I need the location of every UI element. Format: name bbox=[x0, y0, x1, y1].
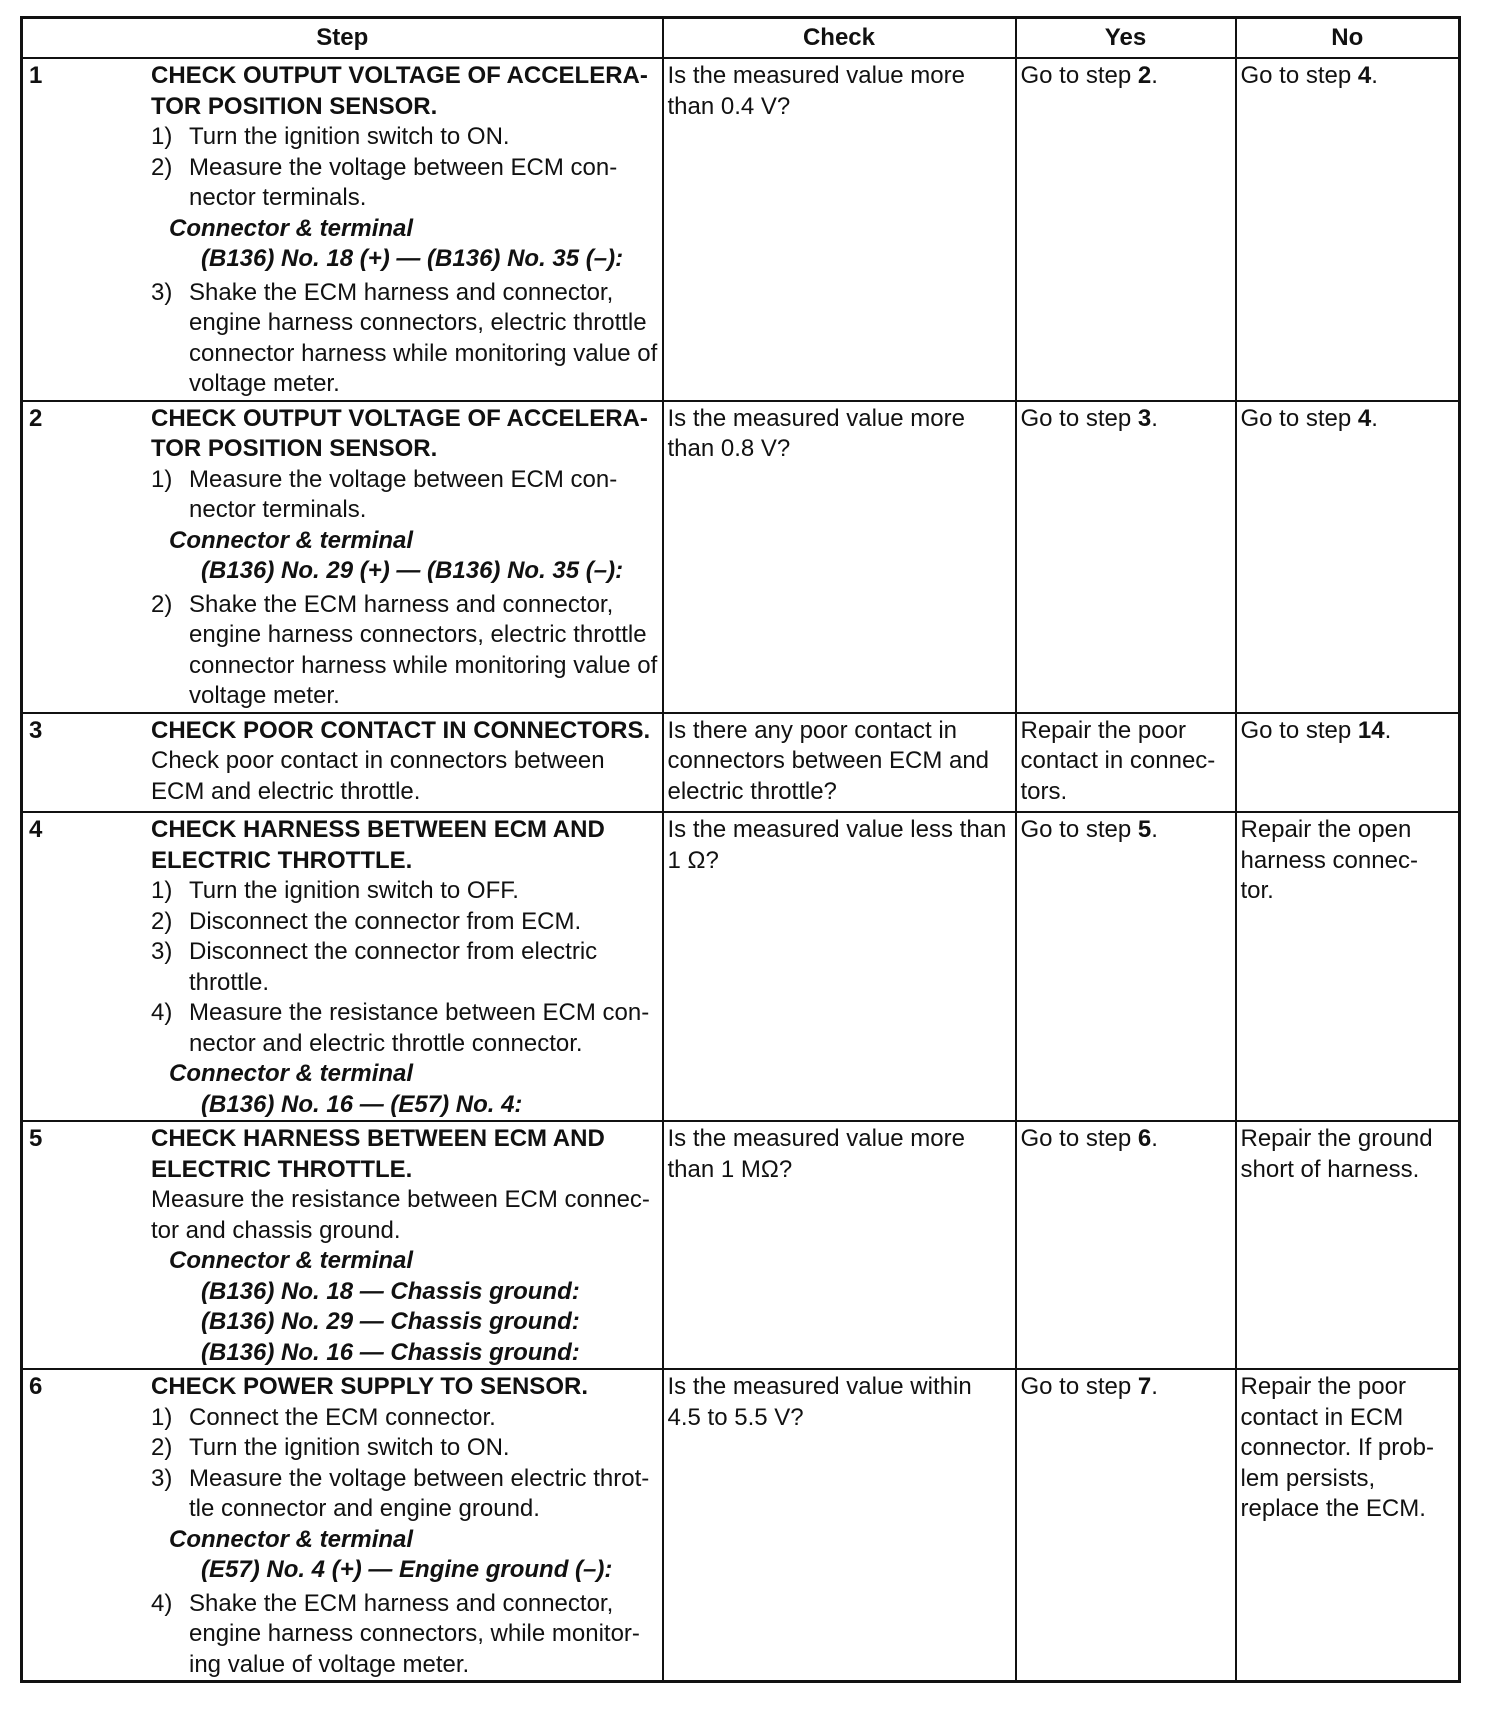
step-body bbox=[151, 813, 662, 1120]
diagnostic-table bbox=[20, 16, 1461, 1683]
step-body bbox=[151, 1370, 662, 1680]
no-cell: Go to step 4. bbox=[1236, 58, 1460, 401]
check-cell: Is the measured value more than 0.8 V? bbox=[663, 401, 1016, 713]
yes-cell: Go to step 2. bbox=[1016, 58, 1236, 401]
procedure-text: Shake the ECM harness and connector, engine harness connectors, electric throttle connector harness while monitoring value of voltage meter. bbox=[189, 590, 658, 709]
goto-step-number: 5 bbox=[1137, 816, 1152, 843]
procedure-item bbox=[151, 876, 658, 907]
step-number: 1 bbox=[29, 62, 43, 89]
step-number: 5 bbox=[29, 1125, 43, 1152]
step-title: CHECK POOR CONTACT IN CONNECTORS. bbox=[151, 716, 651, 744]
yes-cell: Go to step 6. bbox=[1016, 1121, 1236, 1369]
procedure-number: 2) bbox=[151, 153, 173, 181]
procedure-text: Shake the ECM harness and connector, engine harness connectors, while monitor- ing value of voltage meter. bbox=[189, 1589, 640, 1678]
no-cell bbox=[1236, 1369, 1460, 1682]
yes-cell: Go to step 5. bbox=[1016, 812, 1236, 1121]
procedure-text: Measure the voltage between ECM con- nector terminals. bbox=[189, 465, 618, 523]
connector-label: Connector & terminal bbox=[169, 1060, 414, 1087]
step-title: CHECK OUTPUT VOLTAGE OF ACCELERA- TOR POSITION SENSOR. bbox=[151, 404, 648, 462]
no-action-text: Repair the open harness connec- tor. bbox=[1240, 816, 1418, 904]
goto-step-number: 4 bbox=[1357, 62, 1372, 89]
goto-prefix: Go to step bbox=[1020, 404, 1138, 432]
goto-step-number: 4 bbox=[1357, 404, 1372, 432]
procedure-item bbox=[151, 1403, 658, 1434]
step-title: CHECK HARNESS BETWEEN ECM AND ELECTRIC THROTTLE. bbox=[151, 816, 605, 874]
goto-prefix: Go to step bbox=[1020, 62, 1138, 89]
check-cell: Is the measured value more than 0.4 V? bbox=[663, 58, 1016, 401]
check-cell: Is the measured value less than 1 Ω? bbox=[663, 812, 1016, 1121]
no-cell: Go to step 14. bbox=[1236, 713, 1460, 813]
procedure-text: Measure the voltage between electric throt- tle connector and engine ground. bbox=[189, 1464, 650, 1522]
goto-step-number: 6 bbox=[1137, 1125, 1152, 1152]
table-row bbox=[22, 1369, 1460, 1682]
procedure-text: Measure the resistance between ECM con- nector and electric throttle connector. bbox=[189, 999, 650, 1057]
procedure-number: 4) bbox=[151, 1589, 173, 1617]
connector-label: Connector & terminal bbox=[169, 214, 414, 242]
goto-prefix: Go to step bbox=[1020, 1373, 1138, 1400]
goto-step-number: 3 bbox=[1137, 404, 1152, 432]
step-cell bbox=[22, 58, 663, 401]
step-cell bbox=[22, 401, 663, 713]
step-text: Check poor contact in connectors between ECM and electric throttle. bbox=[151, 747, 605, 805]
procedure-item bbox=[151, 998, 658, 1059]
step-number: 4 bbox=[29, 816, 43, 843]
step-text: Measure the resistance between ECM connec- tor and chassis ground. bbox=[151, 1186, 650, 1244]
procedure-text: Turn the ignition switch to OFF. bbox=[189, 877, 519, 904]
goto-step-number: 14 bbox=[1357, 716, 1385, 744]
procedure-item bbox=[151, 1464, 658, 1525]
step-title: CHECK HARNESS BETWEEN ECM AND ELECTRIC THROTTLE. bbox=[151, 1125, 605, 1183]
goto-step-number: 7 bbox=[1137, 1373, 1152, 1400]
procedure-text: Connect the ECM connector. bbox=[189, 1403, 496, 1431]
procedure-number: 3) bbox=[151, 278, 173, 306]
goto-prefix: Go to step bbox=[1240, 716, 1358, 744]
table-row bbox=[22, 713, 1460, 813]
table-row bbox=[22, 1121, 1460, 1369]
terminal-spec: (B136) No. 16 — (E57) No. 4: bbox=[201, 1090, 523, 1118]
step-cell bbox=[22, 1369, 663, 1682]
table-row bbox=[22, 812, 1460, 1121]
terminal-spec: (B136) No. 29 (+) — (B136) No. 35 (–): bbox=[201, 557, 624, 584]
procedure-item bbox=[151, 278, 658, 400]
step-number: 2 bbox=[29, 404, 43, 432]
check-cell: Is there any poor contact in connectors between ECM and electric throttle? bbox=[663, 713, 1016, 813]
procedure-item bbox=[151, 153, 658, 214]
procedure-number: 1) bbox=[151, 465, 173, 493]
step-content bbox=[23, 813, 662, 1120]
connector-label: Connector & terminal bbox=[169, 526, 414, 554]
connector-label: Connector & terminal bbox=[169, 1247, 414, 1274]
step-content bbox=[23, 402, 662, 712]
step-cell bbox=[22, 1121, 663, 1369]
step-body bbox=[151, 402, 662, 712]
yes-action-text: Repair the poor contact in connec- tors. bbox=[1020, 716, 1216, 805]
step-number: 6 bbox=[29, 1373, 43, 1400]
procedure-item bbox=[151, 1589, 658, 1681]
step-cell bbox=[22, 713, 663, 813]
step-body bbox=[151, 59, 662, 400]
procedure-number: 1) bbox=[151, 1403, 173, 1431]
procedure-text: Turn the ignition switch to ON. bbox=[189, 123, 510, 150]
procedure-text: Shake the ECM harness and connector, engine harness connectors, electric throttle connector harness while monitoring value of voltage meter. bbox=[189, 278, 658, 397]
step-content bbox=[23, 1370, 662, 1680]
step-body bbox=[151, 1122, 662, 1368]
procedure-number: 3) bbox=[151, 1464, 173, 1492]
step-number: 3 bbox=[29, 716, 43, 744]
procedure-item bbox=[151, 590, 658, 712]
table-row bbox=[22, 58, 1460, 401]
yes-cell bbox=[1016, 713, 1236, 813]
no-cell bbox=[1236, 812, 1460, 1121]
goto-prefix: Go to step bbox=[1240, 62, 1358, 89]
procedure-item bbox=[151, 1433, 658, 1464]
procedure-text: Disconnect the connector from electric throttle. bbox=[189, 938, 598, 996]
terminal-spec: (B136) No. 18 (+) — (B136) No. 35 (–): bbox=[201, 245, 624, 272]
procedure-text: Disconnect the connector from ECM. bbox=[189, 907, 582, 935]
no-action-text: Repair the poor contact in ECM connector. If prob- lem persists, replace the ECM. bbox=[1240, 1373, 1434, 1522]
goto-prefix: Go to step bbox=[1020, 816, 1138, 843]
goto-step-number: 2 bbox=[1137, 62, 1152, 89]
step-title: CHECK OUTPUT VOLTAGE OF ACCELERA- TOR POSITION SENSOR. bbox=[151, 62, 648, 120]
yes-cell: Go to step 3. bbox=[1016, 401, 1236, 713]
procedure-number: 4) bbox=[151, 999, 173, 1026]
procedure-item bbox=[151, 465, 658, 526]
header-no: No bbox=[1236, 18, 1460, 59]
terminal-spec: (B136) No. 29 — Chassis ground: bbox=[201, 1308, 580, 1335]
goto-prefix: Go to step bbox=[1240, 404, 1358, 432]
terminal-spec: (B136) No. 18 — Chassis ground: bbox=[201, 1277, 580, 1305]
header-check: Check bbox=[663, 18, 1016, 59]
step-content bbox=[23, 1122, 662, 1368]
check-cell: Is the measured value within 4.5 to 5.5 V? bbox=[663, 1369, 1016, 1682]
header-step: Step bbox=[22, 18, 663, 59]
procedure-number: 2) bbox=[151, 590, 173, 618]
procedure-number: 1) bbox=[151, 123, 173, 150]
step-content bbox=[23, 59, 662, 400]
terminal-spec: (B136) No. 16 — Chassis ground: bbox=[201, 1338, 580, 1366]
procedure-number: 2) bbox=[151, 907, 173, 935]
step-body bbox=[151, 714, 662, 808]
yes-cell: Go to step 7. bbox=[1016, 1369, 1236, 1682]
header-yes: Yes bbox=[1016, 18, 1236, 59]
step-content bbox=[23, 714, 662, 808]
no-action-text: Repair the ground short of harness. bbox=[1240, 1125, 1433, 1183]
procedure-number: 3) bbox=[151, 938, 173, 965]
procedure-text: Measure the voltage between ECM con- nector terminals. bbox=[189, 153, 618, 211]
procedure-number: 2) bbox=[151, 1434, 173, 1461]
procedure-text: Turn the ignition switch to ON. bbox=[189, 1434, 510, 1461]
check-cell: Is the measured value more than 1 MΩ? bbox=[663, 1121, 1016, 1369]
table-row bbox=[22, 401, 1460, 713]
step-cell bbox=[22, 812, 663, 1121]
no-cell bbox=[1236, 1121, 1460, 1369]
goto-prefix: Go to step bbox=[1020, 1125, 1138, 1152]
header-row bbox=[22, 18, 1460, 59]
procedure-item bbox=[151, 122, 658, 153]
procedure-number: 1) bbox=[151, 877, 173, 904]
procedure-item bbox=[151, 907, 658, 938]
terminal-spec: (E57) No. 4 (+) — Engine ground (–): bbox=[201, 1556, 613, 1583]
connector-label: Connector & terminal bbox=[169, 1525, 414, 1553]
no-cell: Go to step 4. bbox=[1236, 401, 1460, 713]
step-title: CHECK POWER SUPPLY TO SENSOR. bbox=[151, 1373, 588, 1400]
procedure-item bbox=[151, 937, 658, 998]
